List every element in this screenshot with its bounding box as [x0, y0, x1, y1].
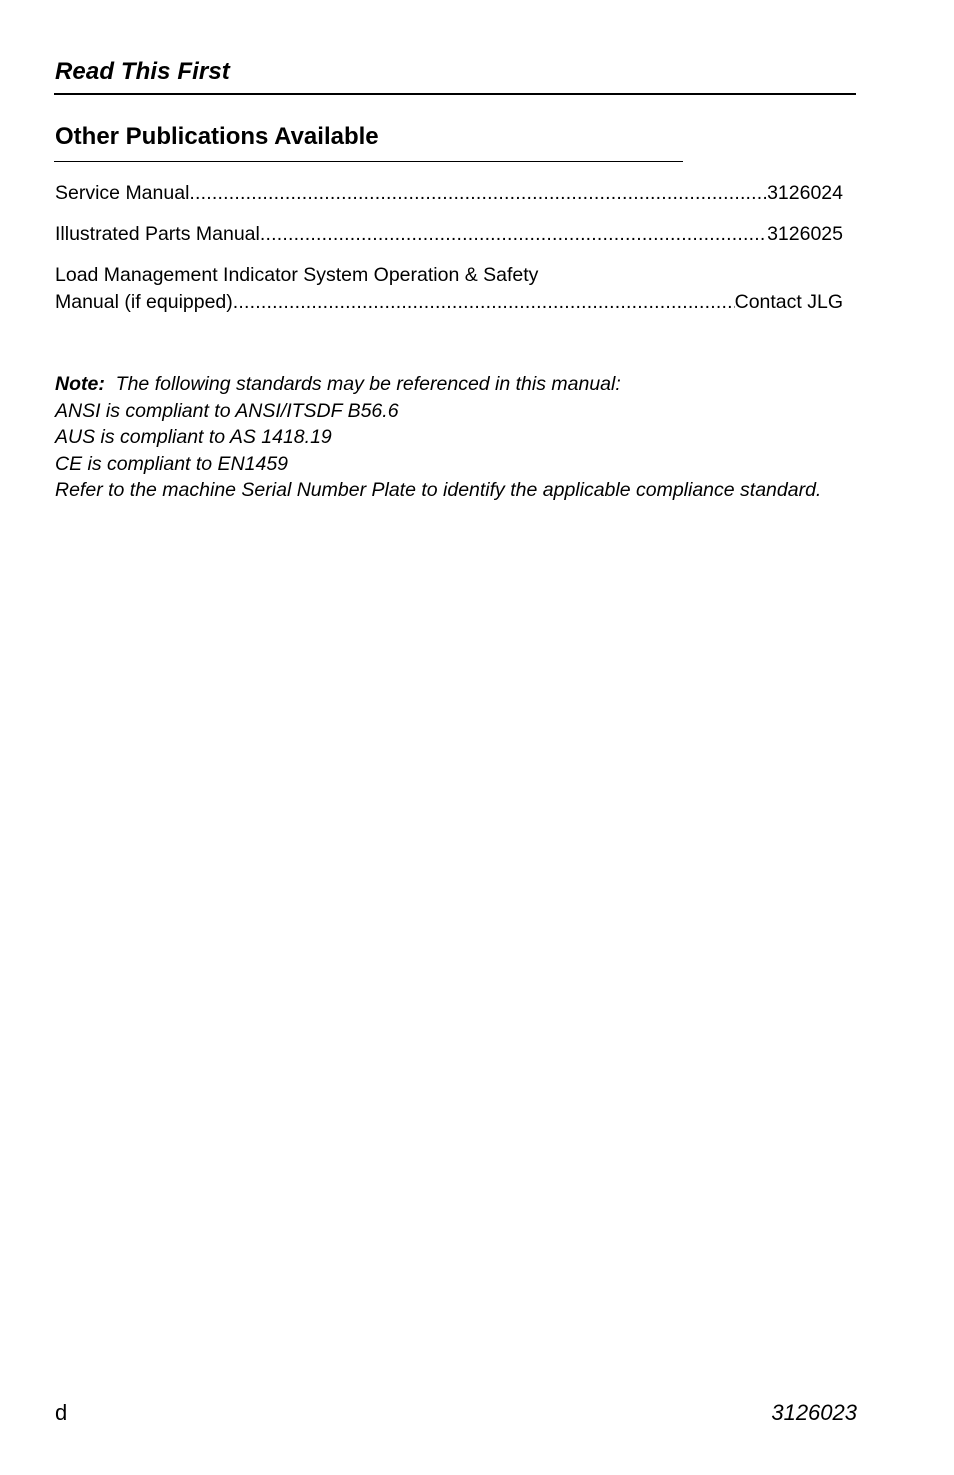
standards-note — [55, 371, 845, 504]
note-closing: Refer to the machine Serial Number Plate to identify the applicable compliance standard. — [55, 479, 822, 501]
note-label: Note: — [55, 373, 105, 395]
standard-line-aus: AUS is compliant to AS 1418.19 — [55, 426, 332, 448]
standard-line-ce: CE is compliant to EN1459 — [55, 452, 289, 475]
section-rule — [54, 161, 683, 162]
publication-name-line: Load Management Indicator System Operation & Safety — [55, 264, 539, 286]
publication-entry — [55, 221, 843, 247]
page-letter: d — [55, 1400, 68, 1425]
publication-entry — [55, 180, 843, 206]
publication-number: 3126025 — [767, 223, 843, 245]
standard-line-ansi: ANSI is compliant to ANSI/ITSDF B56.6 — [55, 399, 399, 422]
document-number: 3126023 — [771, 1400, 857, 1425]
running-header-title: Read This First — [55, 58, 230, 85]
publication-name: Service Manual — [55, 182, 190, 204]
dot-leader — [189, 180, 767, 206]
publication-name: Illustrated Parts Manual — [55, 223, 260, 245]
publication-entry — [55, 289, 843, 315]
dot-leader — [260, 221, 767, 247]
dot-leader — [233, 289, 735, 315]
publication-number: 3126024 — [767, 182, 843, 204]
note-intro-line — [55, 371, 845, 398]
header-rule — [54, 93, 856, 95]
publication-name: Manual (if equipped) — [55, 291, 233, 313]
section-title: Other Publications Available — [55, 123, 379, 150]
note-intro: The following standards may be referenced in this manual: — [115, 373, 621, 395]
publication-number: Contact JLG — [734, 291, 843, 313]
